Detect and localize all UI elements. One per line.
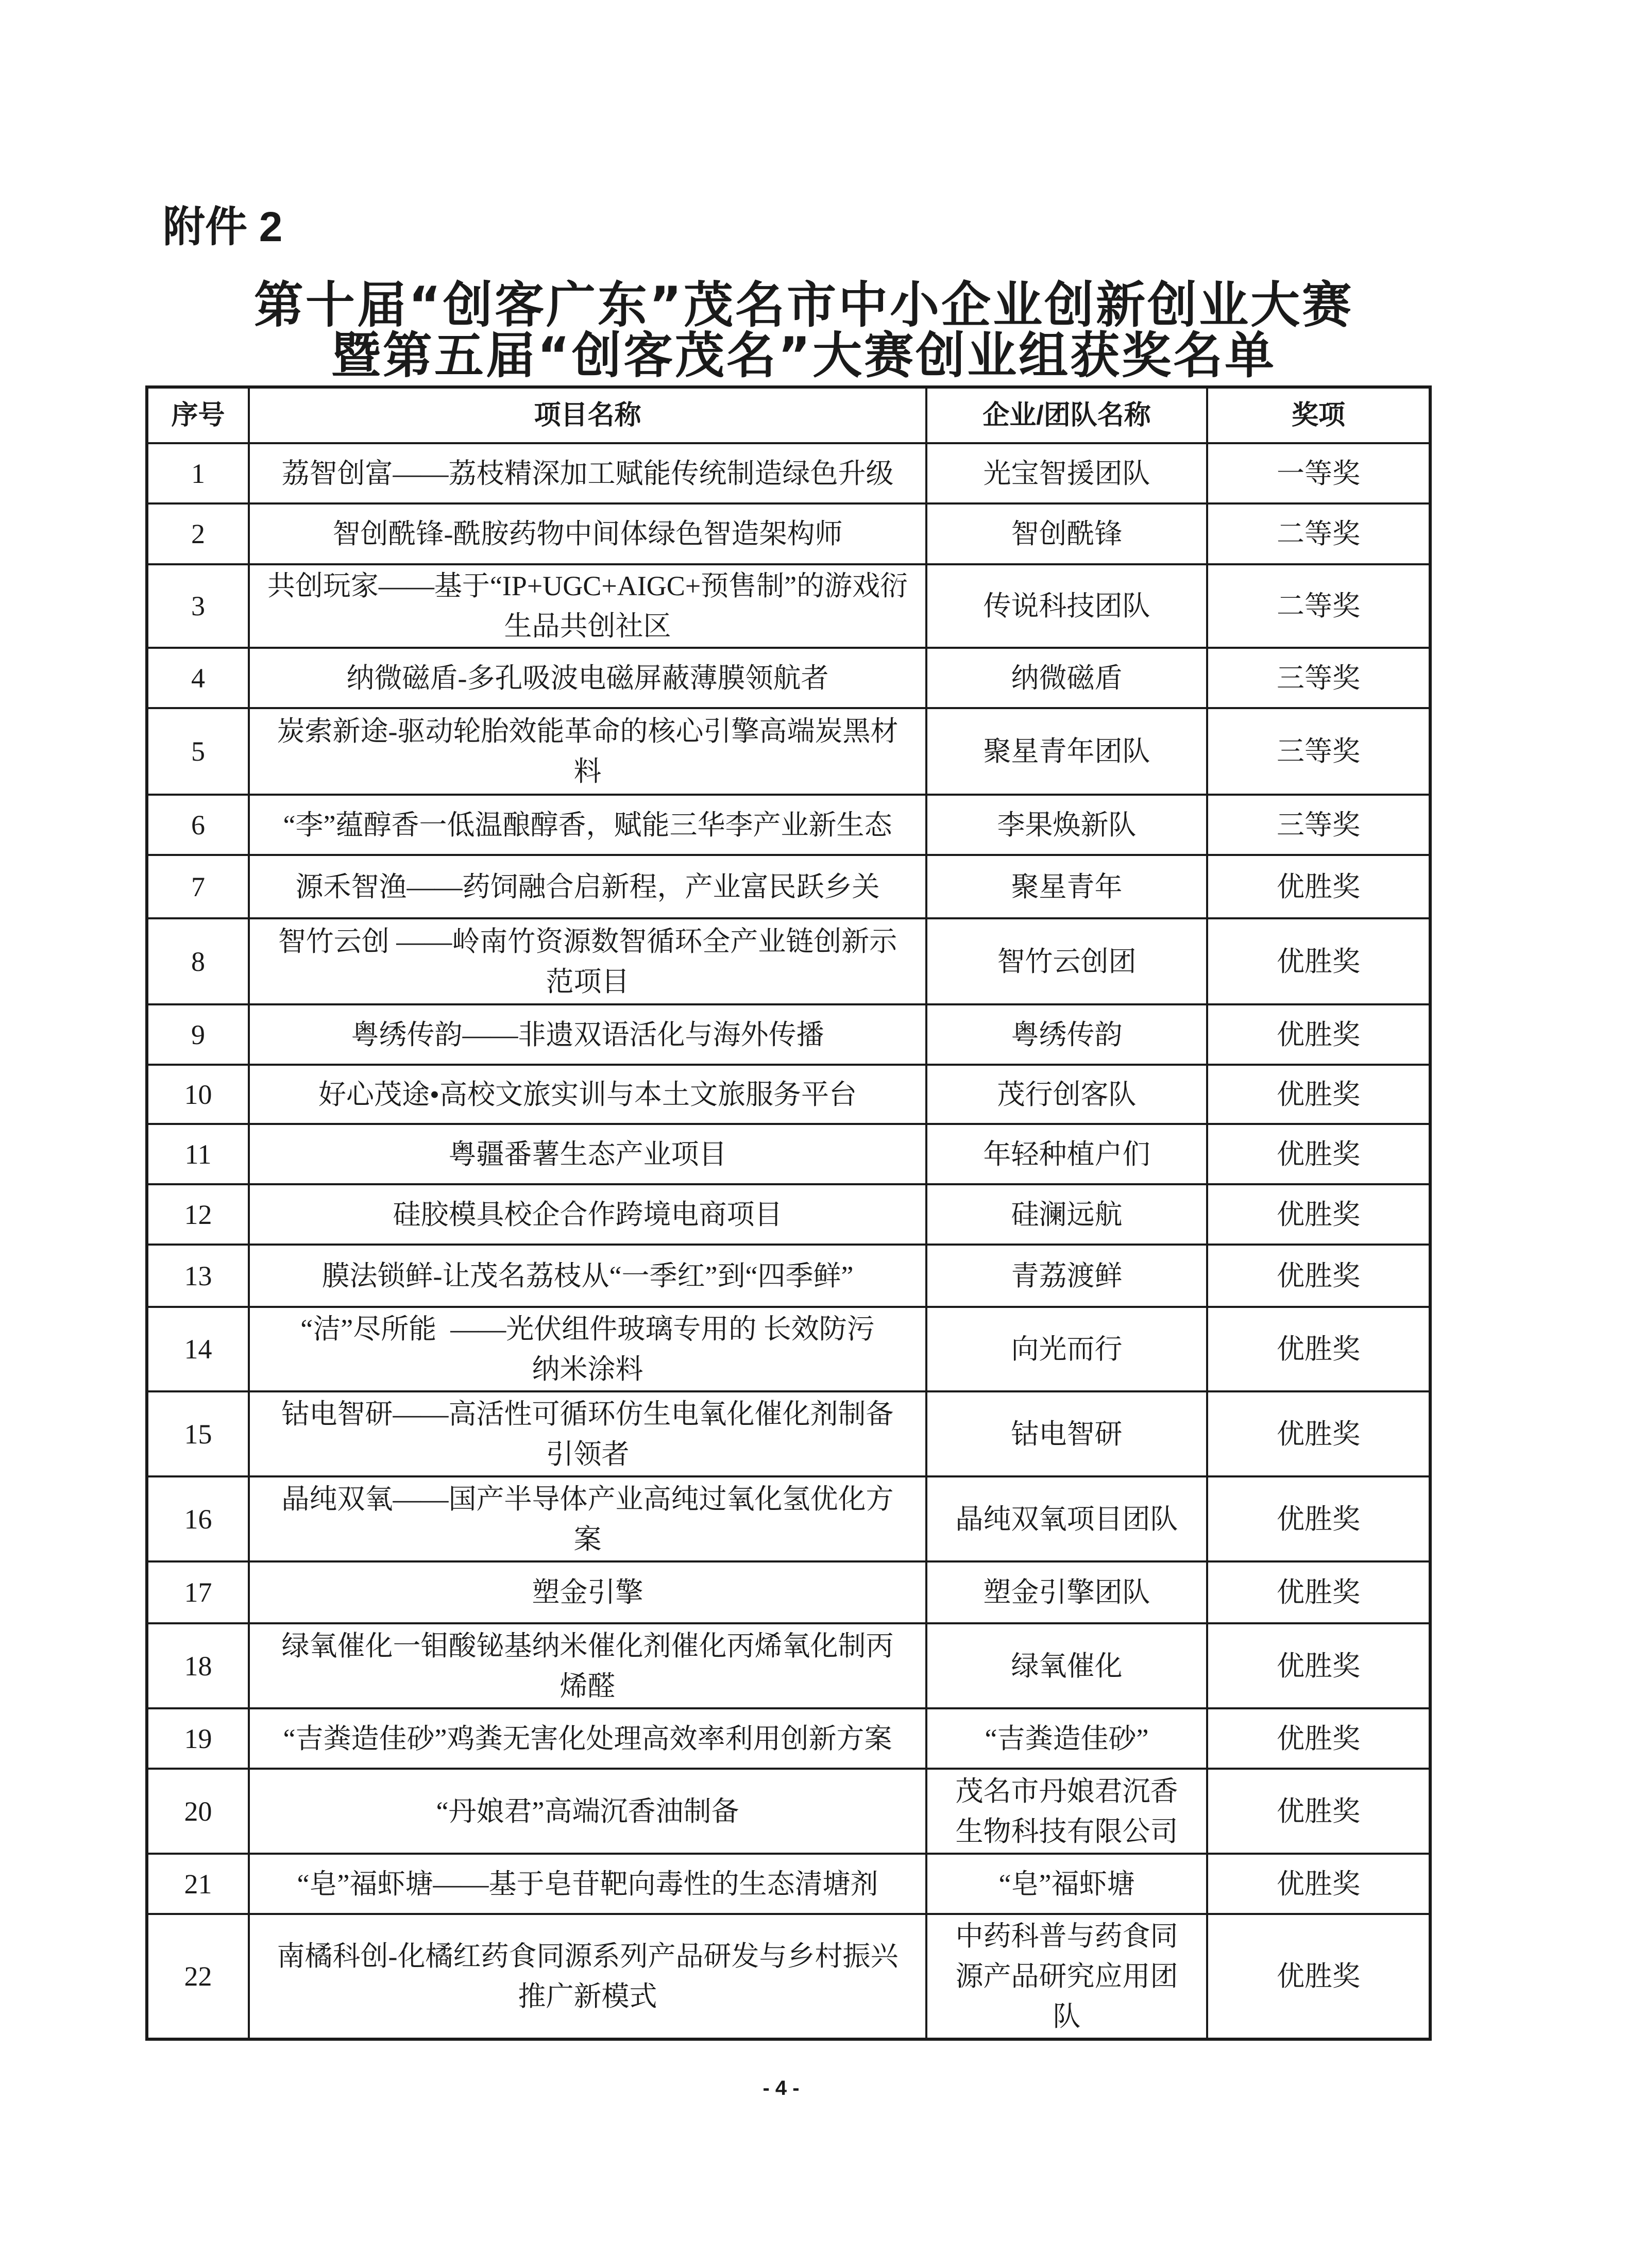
row-number: 9 [147, 1004, 249, 1065]
table-row [147, 1623, 1430, 1708]
project-name: 共创玩家——基于“IP+UGC+AIGC+预售制”的游戏衍 生品共创社区 [249, 564, 926, 648]
table-row [147, 648, 1430, 708]
team-name: 智竹云创团 [926, 918, 1207, 1004]
row-number: 6 [147, 795, 249, 855]
table-row [147, 1307, 1430, 1391]
table-row [147, 1004, 1430, 1065]
project-name: 绿氧催化一钼酸铋基纳米催化剂催化丙烯氧化制丙 烯醛 [249, 1623, 926, 1708]
award-level: 二等奖 [1207, 564, 1430, 648]
project-name: 粤绣传韵——非遗双语活化与海外传播 [249, 1004, 926, 1065]
award-level: 优胜奖 [1207, 1914, 1430, 2039]
award-level: 优胜奖 [1207, 1623, 1430, 1708]
award-level: 优胜奖 [1207, 1245, 1430, 1307]
team-name: 钴电智研 [926, 1391, 1207, 1476]
project-name: 粤疆番薯生态产业项目 [249, 1124, 926, 1184]
row-number: 16 [147, 1476, 249, 1561]
row-number: 18 [147, 1623, 249, 1708]
project-name: 荔智创富——荔枝精深加工赋能传统制造绿色升级 [249, 443, 926, 503]
table-row [147, 1914, 1430, 2039]
row-number: 12 [147, 1184, 249, 1245]
project-name: 纳微磁盾-多孔吸波电磁屏蔽薄膜领航者 [249, 648, 926, 708]
row-number: 8 [147, 918, 249, 1004]
project-name: 智创酰锋-酰胺药物中间体绿色智造架构师 [249, 503, 926, 564]
award-level: 优胜奖 [1207, 1184, 1430, 1245]
award-level: 优胜奖 [1207, 1769, 1430, 1854]
row-number: 17 [147, 1561, 249, 1623]
project-name: 钴电智研——高活性可循环仿生电氧化催化剂制备 引领者 [249, 1391, 926, 1476]
project-name: “吉粪造佳砂”鸡粪无害化处理高效率利用创新方案 [249, 1708, 926, 1769]
team-name: 塑金引擎团队 [926, 1561, 1207, 1623]
table-row [147, 1184, 1430, 1245]
project-name: “丹娘君”高端沉香油制备 [249, 1769, 926, 1854]
project-name: 好心茂途•高校文旅实训与本土文旅服务平台 [249, 1065, 926, 1124]
project-name: “洁”尽所能 ——光伏组件玻璃专用的 长效防污 纳米涂料 [249, 1307, 926, 1391]
team-name: 茂名市丹娘君沉香 生物科技有限公司 [926, 1769, 1207, 1854]
team-name: 粤绣传韵 [926, 1004, 1207, 1065]
table-row [147, 1476, 1430, 1561]
project-name: “李”蕴醇香一低温酿醇香，赋能三华李产业新生态 [249, 795, 926, 855]
row-number: 2 [147, 503, 249, 564]
team-name: 晶纯双氧项目团队 [926, 1476, 1207, 1561]
award-level: 优胜奖 [1207, 1004, 1430, 1065]
award-level: 优胜奖 [1207, 918, 1430, 1004]
team-name: 硅澜远航 [926, 1184, 1207, 1245]
project-name: 炭索新途-驱动轮胎效能革命的核心引擎高端炭黑材 料 [249, 708, 926, 795]
project-name: 膜法锁鲜-让茂名荔枝从“一季红”到“四季鲜” [249, 1245, 926, 1307]
table-row [147, 1769, 1430, 1854]
team-name: 青荔渡鲜 [926, 1245, 1207, 1307]
table-row [147, 795, 1430, 855]
project-name: 硅胶模具校企合作跨境电商项目 [249, 1184, 926, 1245]
award-level: 优胜奖 [1207, 1124, 1430, 1184]
table-row [147, 503, 1430, 564]
table-row [147, 708, 1430, 795]
row-number: 20 [147, 1769, 249, 1854]
header-team-name: 企业/团队名称 [926, 387, 1207, 443]
row-number: 5 [147, 708, 249, 795]
project-name: 南橘科创-化橘红药食同源系列产品研发与乡村振兴 推广新模式 [249, 1914, 926, 2039]
award-level: 优胜奖 [1207, 1476, 1430, 1561]
row-number: 14 [147, 1307, 249, 1391]
project-name: 晶纯双氧——国产半导体产业高纯过氧化氢优化方 案 [249, 1476, 926, 1561]
project-name: “皂”福虾塘——基于皂苷靶向毒性的生态清塘剂 [249, 1854, 926, 1914]
row-number: 10 [147, 1065, 249, 1124]
award-table [145, 385, 1432, 2041]
award-level: 优胜奖 [1207, 855, 1430, 918]
row-number: 1 [147, 443, 249, 503]
header-number: 序号 [147, 387, 249, 443]
team-name: 聚星青年 [926, 855, 1207, 918]
team-name: 向光而行 [926, 1307, 1207, 1391]
team-name: 智创酰锋 [926, 503, 1207, 564]
team-name: 茂行创客队 [926, 1065, 1207, 1124]
project-name: 智竹云创 ——岭南竹资源数智循环全产业链创新示 范项目 [249, 918, 926, 1004]
team-name: 光宝智援团队 [926, 443, 1207, 503]
team-name: 绿氧催化 [926, 1623, 1207, 1708]
project-name: 塑金引擎 [249, 1561, 926, 1623]
row-number: 19 [147, 1708, 249, 1769]
table-row [147, 1708, 1430, 1769]
award-level: 优胜奖 [1207, 1854, 1430, 1914]
award-level: 一等奖 [1207, 443, 1430, 503]
attachment-label: 附件 2 [163, 204, 283, 250]
document-title [103, 276, 1504, 384]
table-row [147, 1561, 1430, 1623]
row-number: 22 [147, 1914, 249, 2039]
team-name: 纳微磁盾 [926, 648, 1207, 708]
team-name: 中药科普与药食同 源产品研究应用团 队 [926, 1914, 1207, 2039]
title-line-1: 第十届“创客广东”茂名市中小企业创新创业大赛 [253, 276, 1354, 334]
row-number: 13 [147, 1245, 249, 1307]
row-number: 21 [147, 1854, 249, 1914]
table-row [147, 1245, 1430, 1307]
table-row [147, 443, 1430, 503]
team-name: 年轻种植户们 [926, 1124, 1207, 1184]
row-number: 15 [147, 1391, 249, 1476]
table-header-row [147, 387, 1430, 443]
row-number: 3 [147, 564, 249, 648]
award-level: 优胜奖 [1207, 1065, 1430, 1124]
team-name: 李果焕新队 [926, 795, 1207, 855]
team-name: 聚星青年团队 [926, 708, 1207, 795]
table-row [147, 1854, 1430, 1914]
award-level: 三等奖 [1207, 708, 1430, 795]
header-project-name: 项目名称 [249, 387, 926, 443]
award-level: 二等奖 [1207, 503, 1430, 564]
award-level: 优胜奖 [1207, 1561, 1430, 1623]
table-row [147, 855, 1430, 918]
team-name: “皂”福虾塘 [926, 1854, 1207, 1914]
row-number: 11 [147, 1124, 249, 1184]
team-name: 传说科技团队 [926, 564, 1207, 648]
table-row [147, 564, 1430, 648]
award-level: 优胜奖 [1207, 1391, 1430, 1476]
header-award: 奖项 [1207, 387, 1430, 443]
table-row [147, 1065, 1430, 1124]
team-name: “吉粪造佳砂” [926, 1708, 1207, 1769]
award-level: 三等奖 [1207, 795, 1430, 855]
table-row [147, 1391, 1430, 1476]
award-level: 优胜奖 [1207, 1307, 1430, 1391]
table-row [147, 918, 1430, 1004]
row-number: 7 [147, 855, 249, 918]
row-number: 4 [147, 648, 249, 708]
table-row [147, 1124, 1430, 1184]
award-level: 优胜奖 [1207, 1708, 1430, 1769]
award-level: 三等奖 [1207, 648, 1430, 708]
title-line-2: 暨第五届“创客茂名”大赛创业组获奖名单 [331, 327, 1277, 384]
project-name: 源禾智渔——药饲融合启新程，产业富民跃乡关 [249, 855, 926, 918]
page-number: - 4 - [762, 2077, 800, 2099]
